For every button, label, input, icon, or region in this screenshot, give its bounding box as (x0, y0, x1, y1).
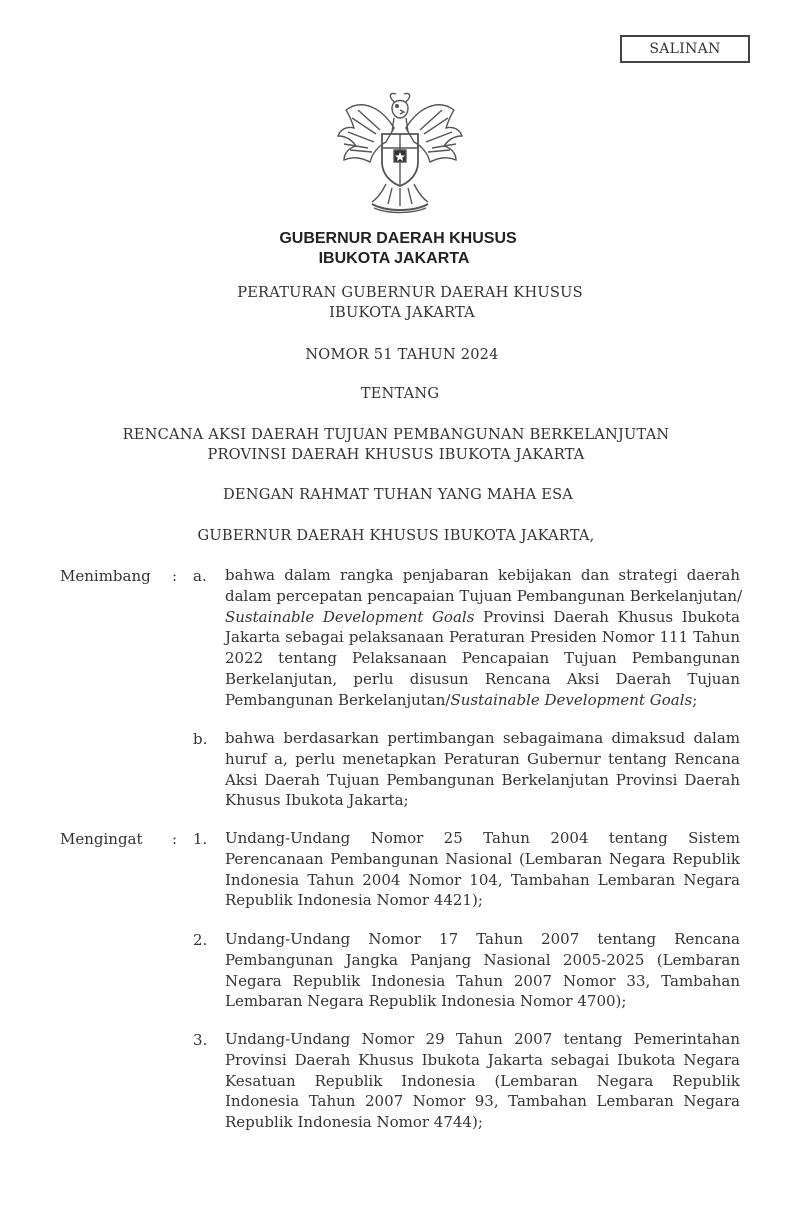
regulation-number: NOMOR 51 TAHUN 2024 (305, 346, 499, 363)
text-line: bahwa dalam rangka penjabaran kebijakan dan strategi daerah (225, 566, 740, 584)
salinan-stamp: SALINAN (620, 35, 750, 63)
sdg-italic: Sustainable Development Goals (225, 607, 475, 626)
menimbang-item-a (225, 565, 743, 711)
text-line: dalam percepatan pencapaian Tujuan Pembangunan Berkelanjutan/ (225, 586, 743, 605)
sdg-italic: Sustainable Development Goals (450, 690, 693, 709)
regulation-title-line1: PERATURAN GUBERNUR DAERAH KHUSUS (237, 284, 583, 301)
mengingat-item-2 (225, 929, 740, 1012)
menimbang-colon: : (172, 567, 178, 585)
text-line: Undang-Undang Nomor 29 Tahun 2007 tentang Pemerintahan (225, 1030, 740, 1048)
mengingat-marker-1: 1. (193, 830, 208, 848)
subject-line2: PROVINSI DAERAH KHUSUS IBUKOTA JAKARTA (207, 446, 585, 463)
mengingat-marker-2: 2. (193, 931, 208, 949)
mengingat-colon: : (172, 830, 178, 848)
mengingat-marker-3: 3. (193, 1031, 208, 1049)
text-line: Lembaran Negara Republik Indonesia Nomor 4700); (225, 992, 627, 1011)
mengingat-item-3 (225, 1029, 740, 1133)
mengingat-label: Mengingat (60, 830, 143, 848)
text-line: Aksi Daerah Tujuan Pembangunan Berkelanjutan Provinsi Daerah (225, 770, 740, 789)
text-line: Indonesia Tahun 2007 Nomor 93, Tambahan Lembaran Negara (225, 1092, 740, 1111)
menimbang-marker-b: b. (193, 730, 208, 748)
governor-title-line1: GUBERNUR DAERAH KHUSUS (279, 230, 517, 247)
text-line: Kesatuan Republik Indonesia (Lembaran Negara Republik (225, 1071, 740, 1090)
subject-line1: RENCANA AKSI DAERAH TUJUAN PEMBANGUNAN BERKELANJUTAN (122, 426, 670, 443)
text-line: huruf a, perlu menetapkan Peraturan Gubernur tentang Rencana (225, 749, 740, 768)
text-line: Republik Indonesia Nomor 4744); (225, 1113, 483, 1132)
text-line: Republik Indonesia Nomor 4421); (225, 891, 483, 910)
governor-line: GUBERNUR DAERAH KHUSUS IBUKOTA JAKARTA, (197, 527, 595, 544)
text-line: Indonesia Tahun 2004 Nomor 104, Tambahan Lembaran Negara (225, 870, 740, 889)
text-line: Pembangunan Jangka Panjang Nasional 2005-2025 (Lembaran (225, 950, 740, 969)
menimbang-label: Menimbang (60, 567, 151, 585)
text-line: Jakarta sebagai pelaksanaan Peraturan Presiden Nomor 111 Tahun (225, 628, 740, 647)
menimbang-item-b (225, 728, 740, 811)
text-line: bahwa berdasarkan pertimbangan sebagaimana dimaksud dalam (225, 729, 740, 747)
text-line: Perencanaan Pembangunan Nasional (Lembaran Negara Republik (225, 849, 740, 868)
text-line: Undang-Undang Nomor 17 Tahun 2007 tentang Rencana (225, 930, 740, 948)
garuda-emblem-icon (332, 88, 468, 216)
text-line: Khusus Ibukota Jakarta; (225, 791, 409, 810)
mengingat-item-1 (225, 828, 740, 911)
text-line: Pembangunan Berkelanjutan/Sustainable Development Goals; (225, 690, 698, 709)
menimbang-marker-a: a. (193, 567, 207, 585)
blessing-line: DENGAN RAHMAT TUHAN YANG MAHA ESA (222, 486, 574, 503)
text-line: Undang-Undang Nomor 25 Tahun 2004 tentang Sistem (225, 829, 740, 847)
about-heading: TENTANG (360, 385, 440, 402)
text-line: 2022 tentang Pelaksanaan Pencapaian Tujuan Pembangunan (225, 649, 740, 668)
regulation-title-line2: IBUKOTA JAKARTA (329, 304, 475, 321)
governor-title-line2: IBUKOTA JAKARTA (318, 250, 470, 267)
text-line: Provinsi Daerah Khusus Ibukota Jakarta sebagai Ibukota Negara (225, 1050, 740, 1069)
text-line: Sustainable Development Goals Provinsi Daerah Khusus Ibukota (225, 607, 740, 626)
text-line: Berkelanjutan, perlu disusun Rencana Aksi Daerah Tujuan (225, 669, 740, 688)
text-line: Negara Republik Indonesia Tahun 2007 Nomor 33, Tambahan (225, 971, 740, 990)
